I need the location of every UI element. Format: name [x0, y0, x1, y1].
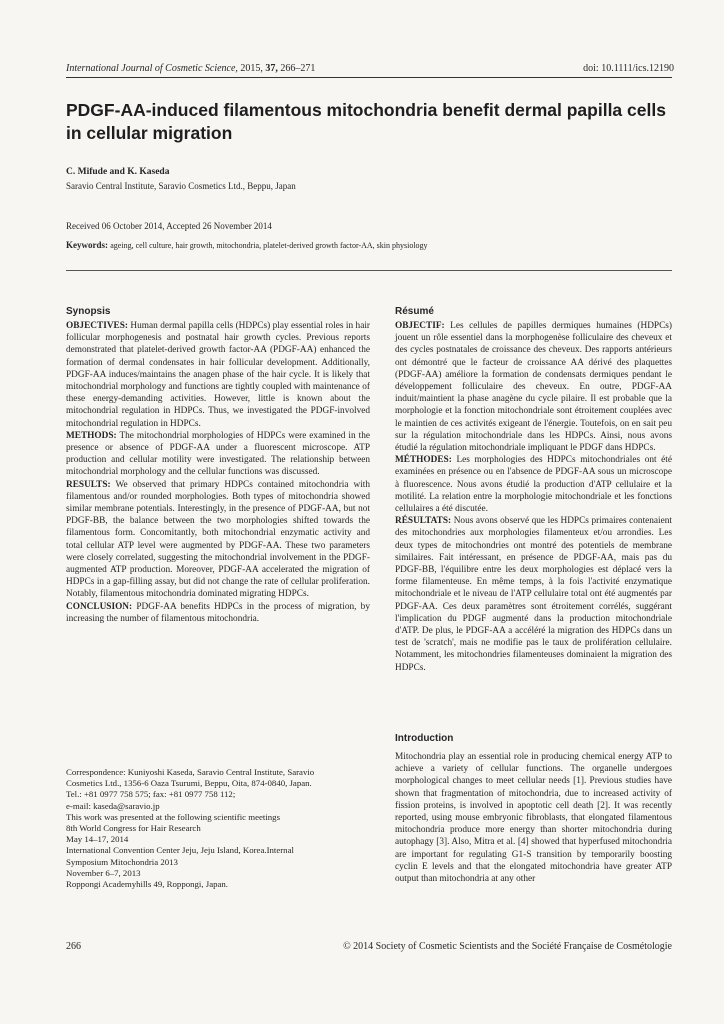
correspondence-line: Roppongi Academyhills 49, Roppongi, Japan. — [66, 879, 228, 890]
affiliation: Saravio Central Institute, Saravio Cosmetics Ltd., Beppu, Japan — [66, 181, 296, 191]
journal-citation — [66, 63, 315, 74]
keywords-label: Keywords: — [66, 240, 108, 250]
journal-year: 2015, — [240, 63, 263, 74]
received-dates: Received 06 October 2014, Accepted 26 November 2014 — [66, 221, 272, 231]
resume-resultats — [395, 515, 672, 674]
section-rule — [66, 270, 672, 271]
objectives-label: OBJECTIVES: — [66, 321, 128, 331]
doi[interactable]: doi: 10.1111/ics.12190 — [583, 63, 674, 74]
page-footer — [66, 941, 672, 952]
methodes-label: MÉTHODES: — [395, 455, 452, 466]
synopsis-objectives — [66, 320, 370, 430]
correspondence-line: May 14–17, 2014 — [66, 834, 129, 845]
conclusion-label: CONCLUSION: — [66, 601, 133, 612]
page-number: 266 — [66, 941, 81, 952]
article-title: PDGF-AA-induced filamentous mitochondria benefit dermal papilla cells in cellular migration — [66, 100, 666, 143]
methods-label: METHODS: — [66, 430, 117, 441]
conclusion-text: PDGF-AA benefits HDPCs in the process of migration, by increasing the number of filamentous mitochondria. — [66, 601, 370, 624]
synopsis-heading: Synopsis — [66, 306, 111, 317]
synopsis-conclusion — [66, 601, 370, 625]
journal-pages: 266–271 — [280, 63, 316, 74]
copyright: © 2014 Society of Cosmetic Scientists and the Société Française de Cosmétologie — [343, 941, 672, 952]
journal-name: International Journal of Cosmetic Science, — [66, 63, 238, 74]
correspondence-line: November 6–7, 2013 — [66, 867, 141, 878]
synopsis-methods — [66, 430, 370, 479]
authors: C. Mifude and K. Kaseda — [66, 167, 170, 177]
keywords — [66, 240, 428, 250]
correspondence-line: 8th World Congress for Hair Research — [66, 823, 201, 834]
methods-text: The mitochondrial morphologies of HDPCs were examined in the presence or absence of PDGF-AA under a fluorescent microscope. ATP production and cellular motility were investigated. The relationship between mitochondrial morphology and the cellular functions was discussed. — [66, 430, 370, 478]
objectif-text: Les cellules de papilles dermiques humaines (HDPCs) jouent un rôle essentiel dans la morphogenèse folliculaire des cheveux et des cycles postnatales de croissance des cheveux. Des rapports antérieurs ont démontré que le facteur de croissance AA dérivé des plaquettes (PDGF-AA) améliore la formation de condensats dermiques pendant le développement folliculaire des cheveux. En outre, PDGF-AA induit/maintient la phase anagène du cycle pilaire. Il est probable que la morphologie et la fonction mitochondriale sont étroitement couplées avec le maintien de ces activités exigeant de l'énergie. Toutefois, on en sait peu sur la régulation mitochondriale dans les HDPCs. Ainsi, nous avons étudié la régulation mitochondriale impliquant le PDGF dans HDPCs. — [395, 321, 672, 454]
correspondence-line: International Convention Center Jeju, Jeju Island, Korea.Internal — [66, 845, 294, 856]
resume-objectif — [395, 320, 672, 454]
correspondence-line: Symposium Mitochondria 2013 — [66, 856, 178, 867]
resume-section — [395, 306, 672, 674]
resume-methodes — [395, 454, 672, 515]
correspondence-email[interactable]: e-mail: kaseda@saravio.jp — [66, 800, 160, 811]
results-text: We observed that primary HDPCs contained mitochondria with filamentous and/or rounded morphologies. Both types of mitochondria showed similar membrane potentials. Interestingly, in the presence of PDGF-AA, but not PDGF-BB, the balance between the two morphologies shifted towards the filamentous form. Concomitantly, both mitochondrial enzymatic activity and total cellular ATP level were augmented by PDGF-AA. These two parameters were closely correlated, suggesting the mitochondrial involvement in the PDGF-augmented ATP production. Moreover, PDGF-AA accelerated the migration of HDPCs in a gap-filling assay, but did not change the rate of cellular proliferation. Notably, filamentous mitochondria dominated migrating HDPCs. — [66, 479, 371, 600]
correspondence-block — [66, 767, 370, 890]
methodes-text: Les morphologies des HDPCs mitochondriales ont été examinées en présence ou en l'absence de PDGF-AA sous un microscope à fluorescence. Nous avons étudié la production d'ATP cellulaire et la motilité. La relation entre la morphologie mitochondriale et les fonctions cellulaires a été discutée. — [395, 455, 673, 515]
introduction-text: Mitochondria play an essential role in producing chemical energy ATP to achieve a variety of cellular functions. The organelle undergoes morphological changes to meet cellular needs [1]. Previous studies have shown that fragmentation of mitochondria, due to increased activity of fission proteins, is involved in apoptotic cell death [2]. It was recently reported, using mouse embryonic fibroblasts, that elongated filamentous mitochondria produce more energy than shorter mitochondria during autophagy [3]. Also, Mitra et al. [4] showed that hyperfused mitochondria are important for regulating G1-S transition by temporarily boosting cyclin E levels and that the elongated mitochondria have greater ATP output than mitochondria at any other — [395, 752, 672, 885]
journal-volume: 37, — [265, 63, 278, 74]
resume-heading: Résumé — [395, 306, 434, 317]
header-rule — [66, 77, 672, 78]
synopsis-section — [66, 306, 370, 625]
correspondence-line: This work was presented at the following scientific meetings — [66, 811, 281, 822]
results-label: RESULTS: — [66, 479, 111, 490]
introduction-heading: Introduction — [395, 733, 454, 744]
resultats-label: RÉSULTATS: — [395, 516, 452, 527]
correspondence-line: Cosmetics Ltd., 1356-6 Oaza Tsurumi, Beppu, Oita, 874-0840, Japan. — [66, 778, 312, 789]
correspondence-line: Correspondence: Kuniyoshi Kaseda, Saravio Central Institute, Saravio — [66, 767, 315, 777]
introduction-section — [395, 733, 672, 885]
objectif-label: OBJECTIF: — [395, 321, 445, 331]
resultats-text: Nous avons observé que les HDPCs primaires contenaient des mitochondries aux morphologies filamenteux et/ou arrondies. Les deux types de mitochondries ont montré des potentiels de membrane similaires. Fait intéressant, en présence de PDGF-AA, mais pas du PDGF-BB, l'équilibre entre les deux morphologies est déplacé vers la forme filamenteuse. En même temps, à la fois l'activité enzymatique mitochondriale et le niveau de l'ATP cellulaire total ont été augmentés par PDGF-AA. Ces deux paramètres sont étroitement corrélés, suggérant l'implication du PDGF augmenté dans la production mitochondriale d'ATP. De plus, le PDGF-AA a accéléré la migration des HDPCs dans un test de 'scratch', mais ne modifie pas le taux de prolifération cellulaire. Notamment, les mitochondries filamenteuses dominaient la migration des HDPCs. — [395, 516, 672, 673]
correspondence-line: Tel.: +81 0977 758 575; fax: +81 0977 758 112; — [66, 789, 236, 800]
running-head — [66, 63, 674, 74]
synopsis-results — [66, 479, 370, 601]
keywords-list: ageing, cell culture, hair growth, mitochondria, platelet-derived growth factor-AA, skin physiology — [110, 241, 428, 250]
objectives-text: Human dermal papilla cells (HDPCs) play essential roles in hair follicular morphogenesis and postnatal hair growth cycles. Previous reports demonstrated that platelet-derived growth factor-AA (PDGF-AA) enhanced the formation of dermal condensates in hair follicular development. Additionally, PDGF-AA induces/maintains the anagen phase of the hair cycle. It is likely that mitochondrial morphology and functions are tightly coupled with maintenance of these energy-demanding activities. However, little is known about the mitochondrial regulation in HDPCs. Thus, we investigated the PDGF-involved mitochondrial regulation in HDPCs. — [66, 321, 370, 429]
